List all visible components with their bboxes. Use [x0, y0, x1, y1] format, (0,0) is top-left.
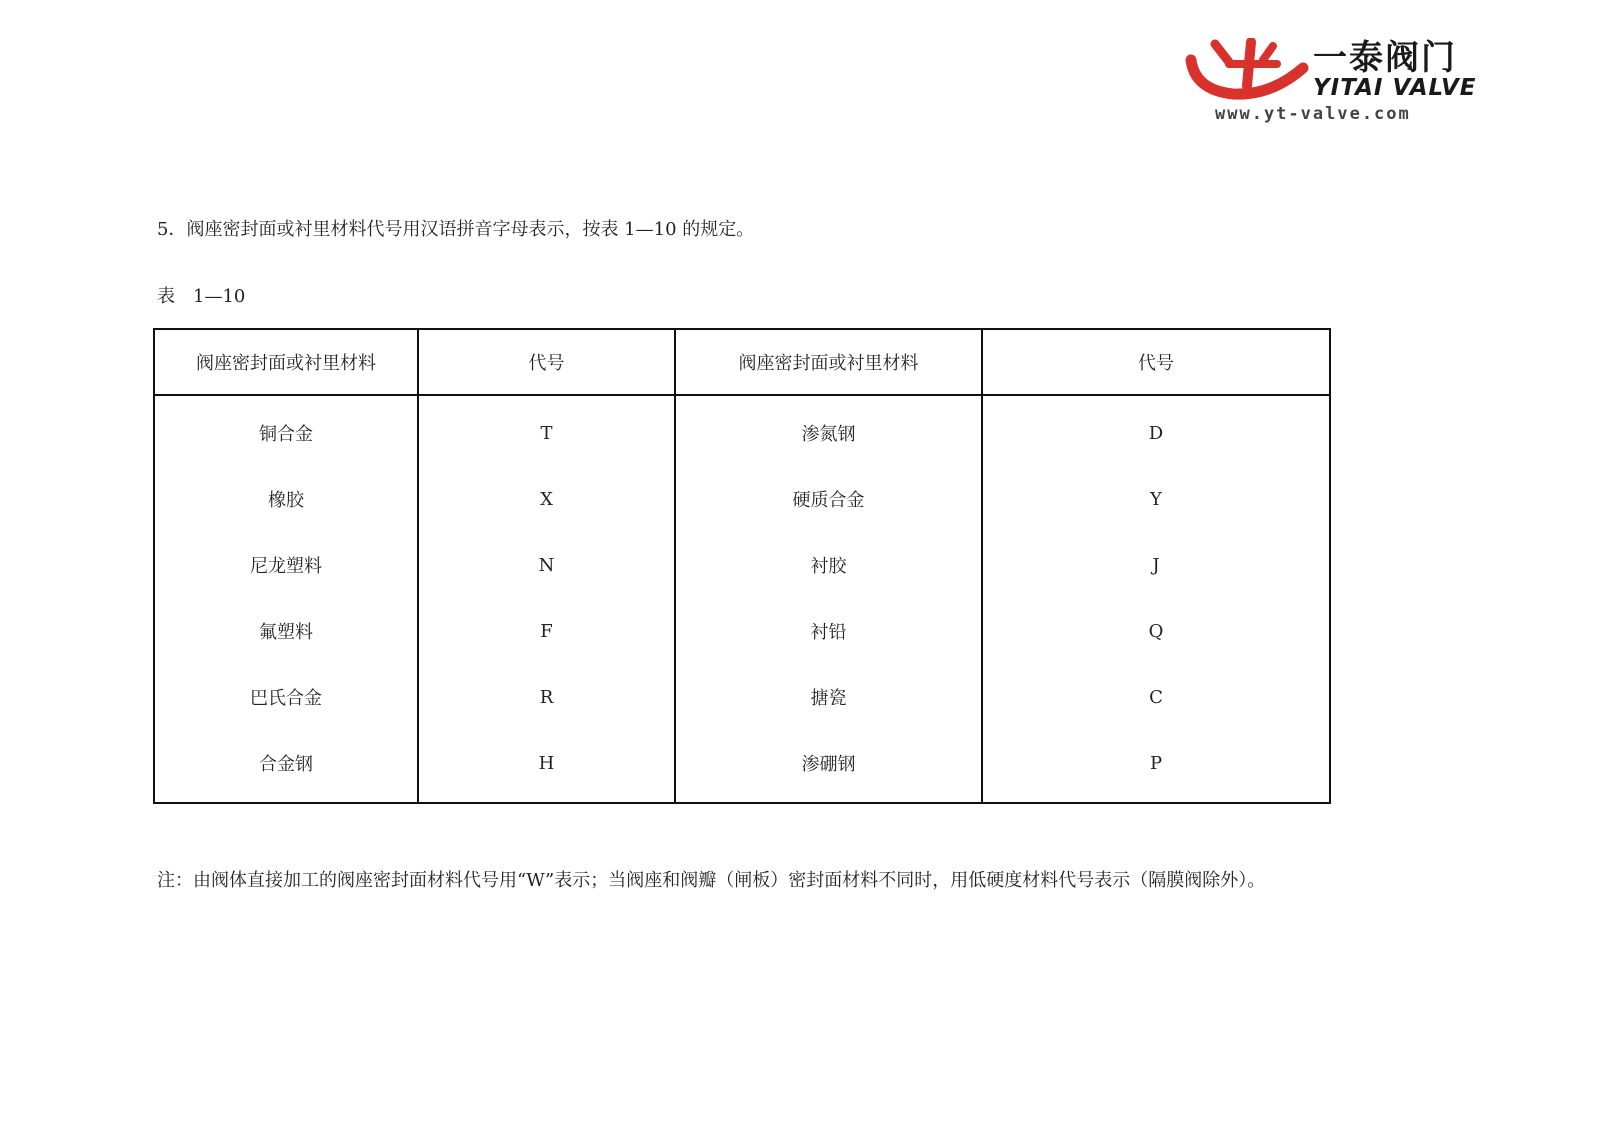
intro-paragraph: 5．阀座密封面或衬里材料代号用汉语拼音字母表示，按表 1—10 的规定。 [157, 219, 755, 240]
material-cell: 衬铅 [675, 598, 982, 664]
material-cell: 橡胶 [154, 466, 418, 532]
material-cell: 铜合金 [154, 395, 418, 466]
material-cell: 渗氮钢 [675, 395, 982, 466]
material-cell: 搪瓷 [675, 664, 982, 730]
table-caption: 表 1—10 [157, 286, 246, 307]
logo-mark-icon [1185, 38, 1310, 100]
code-cell: D [1148, 422, 1164, 444]
header-material-right: 阀座密封面或衬里材料 [675, 329, 982, 395]
header-code-right: 代号 [982, 329, 1330, 395]
company-logo [1185, 38, 1515, 128]
code-cell: R [418, 664, 675, 730]
logo-english-name: YITAI VALVE [1313, 75, 1477, 101]
table-row [154, 395, 1330, 466]
code-cell: C [1149, 686, 1163, 708]
code-cell: N [418, 532, 675, 598]
code-cell: Q [1148, 620, 1164, 642]
header-code-left: 代号 [418, 329, 675, 395]
material-cell: 尼龙塑料 [154, 532, 418, 598]
table-row [154, 532, 1330, 598]
table-row [154, 466, 1330, 532]
code-cell: F [418, 598, 675, 664]
material-cell: 氟塑料 [154, 598, 418, 664]
header-material-left: 阀座密封面或衬里材料 [154, 329, 418, 395]
code-cell: T [418, 395, 675, 466]
material-cell: 硬质合金 [675, 466, 982, 532]
footnote: 注：由阀体直接加工的阀座密封面材料代号用“W”表示；当阀座和阀瓣（闸板）密封面材料不同时，用低硬度材料代号表示（隔膜阀除外）。 [157, 870, 1266, 891]
table-row [154, 598, 1330, 664]
code-cell: Y [1150, 488, 1162, 510]
code-cell: P [1149, 752, 1163, 774]
material-cell: 巴氏合金 [154, 664, 418, 730]
table-row [154, 730, 1330, 803]
code-cell: X [418, 466, 675, 532]
code-cell: J [1152, 554, 1160, 576]
material-cell: 衬胶 [675, 532, 982, 598]
material-cell: 合金钢 [154, 730, 418, 803]
logo-chinese-name: 一泰阀门 [1313, 38, 1457, 78]
table-row [154, 664, 1330, 730]
material-cell: 渗硼钢 [675, 730, 982, 803]
code-cell: H [418, 730, 675, 803]
table-header-row [154, 329, 1330, 395]
material-code-table [153, 328, 1331, 804]
logo-website: www.yt-valve.com [1215, 104, 1411, 124]
